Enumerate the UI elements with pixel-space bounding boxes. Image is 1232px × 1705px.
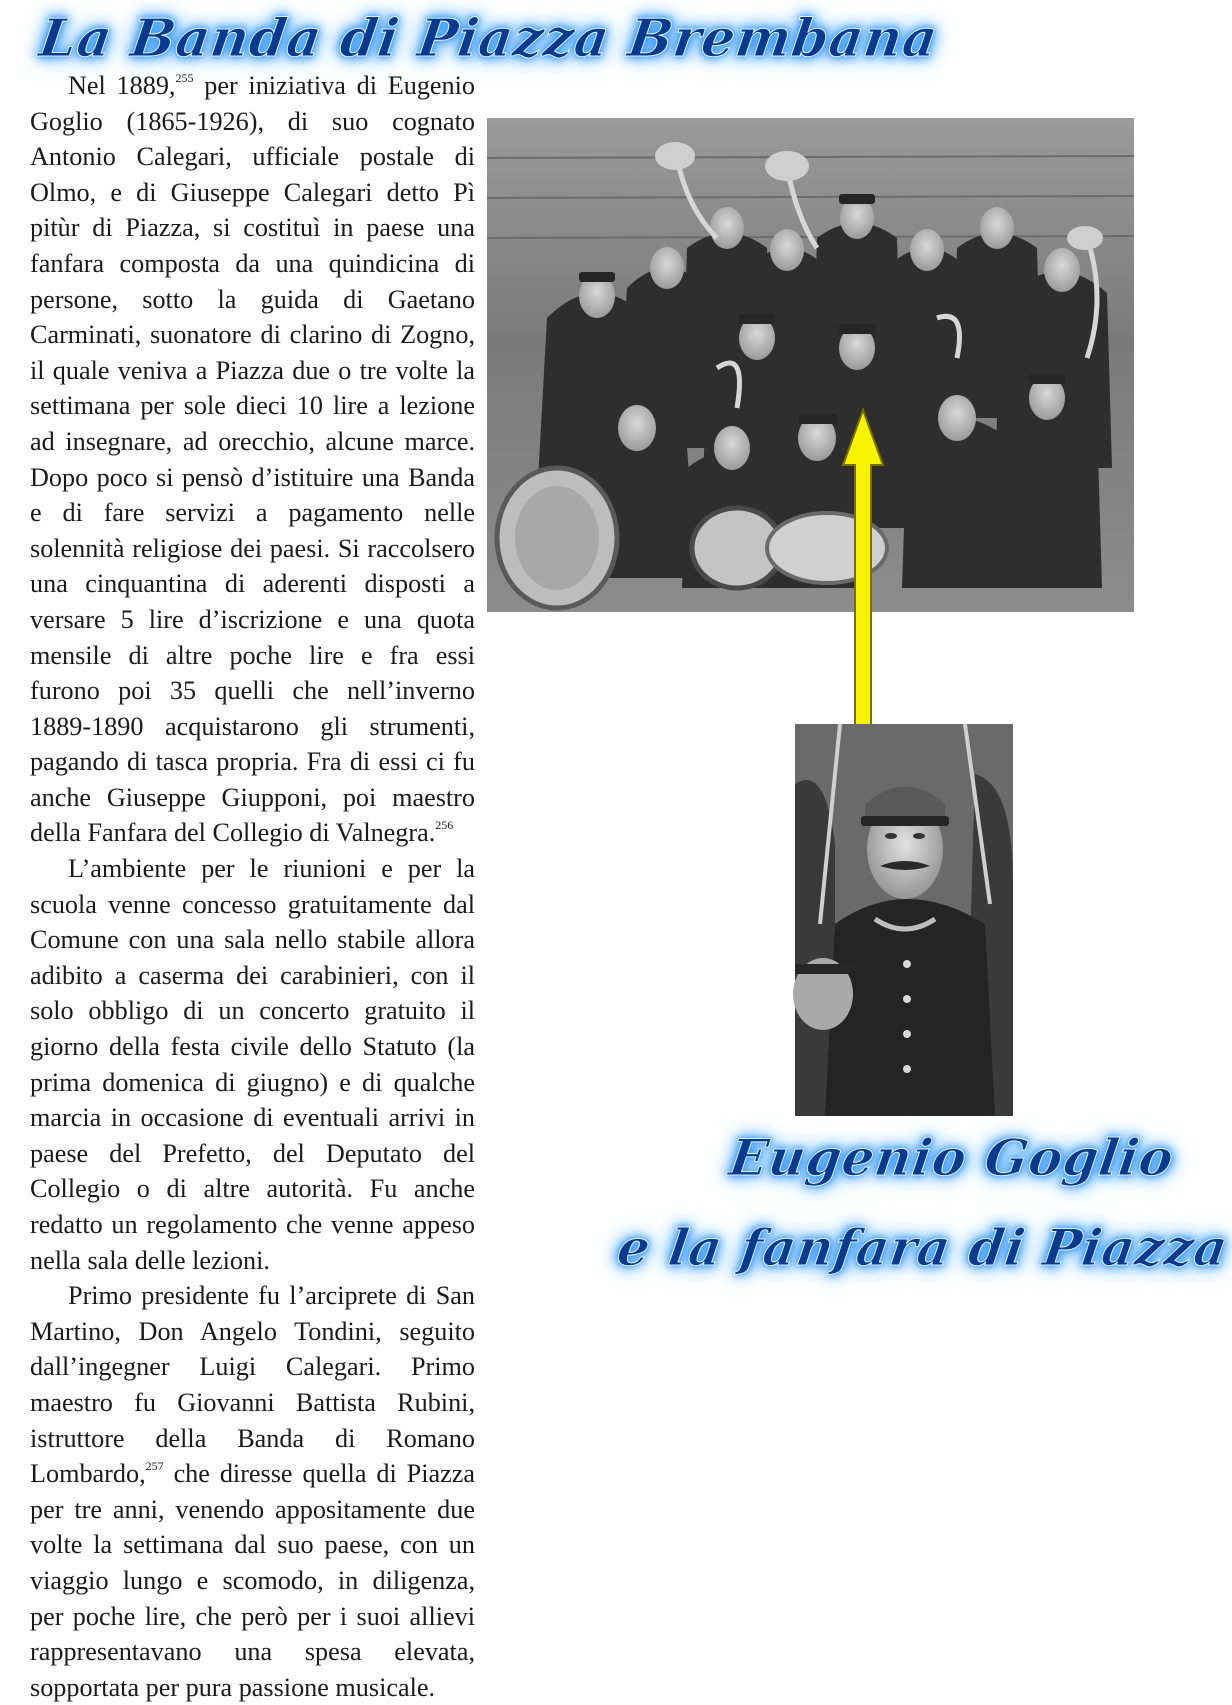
article-paragraph-2: L’ambiente per le riunioni e per la scuola venne concesso gratuitamente dal Comune con una sala nello stabile allora adibito a caserma dei carabinieri, con il solo obbligo di un concerto gratuito il giorno della festa civile dello Statuto (la prima domenica di giugno) e di qualche marcia in occasione di eventuali arrivi in paese del Prefetto, del Deputato del Collegio o di altre autorità. Fu anche redatto un regolamento che venne appeso nella sala delle lezioni. <box>30 854 475 1275</box>
footnote-ref-257[interactable]: 257 <box>145 1459 164 1474</box>
paragraph-text: per iniziativa di Eugenio Goglio (1865-1926), di suo cognato Antonio Calegari, ufficiale postale di Olmo, e di Giuseppe Calegari detto Pì pitùr di Piazza, si costituì in paese una fanfara composta da una quindicina di persone, sotto la guida di Gaetano Carminati, suonatore di clarino di Zogno, il quale veniva a Piazza due o tre volte la settimana per sole dieci 10 lire a lezione ad insegnare, ad orecchio, alcune marce. Dopo poco si pensò d’istituire una Banda e di fare servizi a pagamento nelle solennità religiose dei paesi. Si raccolsero una cinquantina di aderenti disposti a versare 5 lire d’iscrizione e una quota mensile di altre poche lire e fra essi furono poi 35 quelli che nell’inverno 1889-1890 acquistarono gli strumenti, pagando di tasca propria. Fra di essi ci fu anche Giuseppe Giupponi, poi maestro della Fanfara del Collegio di Valnegra. <box>30 71 475 848</box>
footnote-ref-255[interactable]: 255 <box>175 71 194 85</box>
paragraph-text: Nel 1889, <box>68 71 176 100</box>
paragraph-text: che diresse quella di Piazza per tre anni, venendo appositamente due volte la settimana dal suo paese, con un viaggio lungo e scomodo, in diligenza, per poche lire, che però per i suoi allievi rappresentavano una spesa elevata, sopportata per pura passione musicale. <box>30 1459 475 1702</box>
page-title: La Banda di Piazza Brembana <box>35 8 942 69</box>
article-paragraph-3 <box>30 1278 475 1705</box>
eugenio-goglio-portrait <box>795 724 1013 1116</box>
caption-title: Eugenio Goglio <box>725 1128 1178 1187</box>
caption-subtitle: e la fanfara di Piazza <box>613 1218 1232 1277</box>
footnote-ref-256[interactable]: 256 <box>435 818 454 833</box>
band-group-photo <box>487 118 1134 612</box>
article-paragraph-1 <box>30 68 475 851</box>
pointer-arrow-icon <box>840 410 886 730</box>
paragraph-text: Primo presidente fu l’arciprete di San Martino, Don Angelo Tondini, seguito dall’ingegner Luigi Calegari. Primo maestro fu Giovanni Battista Rubini, istruttore della Banda di Romano Lombardo, <box>30 1281 475 1489</box>
article-body <box>30 68 475 1705</box>
